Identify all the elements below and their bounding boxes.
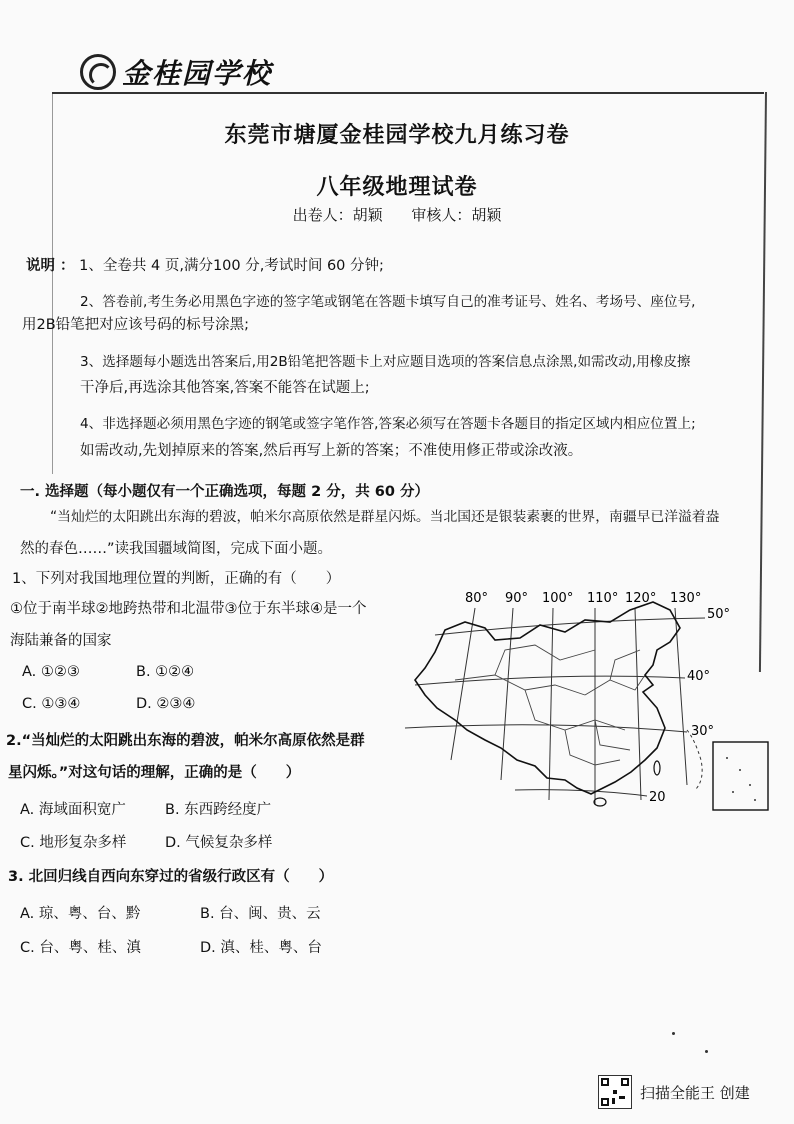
instruction-4-line1: 4、非选择题必须用黑色字迹的钢笔或签字笔作答,答案必须写在答题卡各题目的指定区域内相应位置上; (80, 416, 696, 432)
lon-label-120: 120° (625, 591, 657, 606)
question-3-stem: 3. 北回归线自西向东穿过的省级行政区有（ ） (8, 869, 334, 885)
instruction-3-line1: 3、选择题每小题选出答案后,用2B铅笔把答题卡上对应题目选项的答案信息点涂黑,如需改动,用橡皮擦 (80, 354, 691, 370)
section-heading: 一. 选择题（每小题仅有一个正确选项，每题 2 分，共 60 分） (20, 484, 430, 500)
instruction-4-line2: 如需改动,先划掉原来的答案,然后再写上新的答案；不准使用修正带或涂改液。 (80, 443, 583, 459)
logo-emblem-icon (80, 54, 116, 90)
question-2-option-d[interactable]: D. 气候复杂多样 (165, 835, 273, 851)
page-left-border (52, 94, 53, 474)
lat-label-50: 50° (707, 607, 731, 622)
page-top-border (52, 92, 764, 94)
lon-label-80: 80° (465, 591, 489, 606)
question-1-option-c[interactable]: C. ①③④ (22, 696, 81, 712)
scan-speck (672, 1032, 675, 1035)
instruction-2-line2: 用2B铅笔把对应该号码的标号涂黑; (22, 317, 250, 333)
question-3-option-a[interactable]: A. 琼、粤、台、黔 (20, 906, 141, 922)
instruction-1: 说明 ： 1、全卷共 4 页,满分100 分,考试时间 60 分钟; (26, 258, 384, 274)
watermark-text: 扫描全能王 创建 (640, 1083, 750, 1102)
author-line (0, 204, 794, 225)
question-3-option-b[interactable]: B. 台、闽、贵、云 (200, 906, 321, 922)
exam-title: 东莞市塘厦金桂园学校九月练习卷 (224, 123, 570, 148)
taiwan-island (654, 761, 660, 775)
lat-label-20: 20 (649, 790, 666, 805)
lat-label-40: 40° (687, 669, 711, 684)
setter: 出卷人：胡颖 (292, 206, 383, 224)
question-3-option-d[interactable]: D. 滇、桂、粤、台 (200, 940, 322, 956)
reviewer: 审核人：胡颖 (411, 206, 502, 224)
lon-label-110: 110° (587, 591, 619, 606)
qr-code-icon (598, 1075, 632, 1109)
instruction-3-line2: 干净后,再选涂其他答案,答案不能答在试题上; (80, 380, 370, 396)
section-intro-line1: “当灿烂的太阳跳出东海的碧波，帕米尔高原依然是群星闪烁。当北国还是银装素裹的世界，南疆早已洋溢着盎 (50, 509, 720, 525)
question-1-statements-cont: 海陆兼备的国家 (10, 633, 112, 649)
question-2-option-c[interactable]: C. 地形复杂多样 (20, 835, 127, 851)
question-1-statements: ①位于南半球②地跨热带和北温带③位于东半球④是一个 (10, 601, 367, 617)
china-territory-map (395, 580, 785, 820)
question-1-option-a[interactable]: A. ①②③ (22, 664, 80, 680)
lon-label-100: 100° (542, 591, 574, 606)
lon-label-90: 90° (505, 591, 529, 606)
instruction-2-line1: 2、答卷前,考生务必用黑色字迹的签字笔或钢笔在答题卡填写自己的准考证号、姓名、考场号、座位号, (80, 294, 696, 310)
question-2-stem: 2.“当灿烂的太阳跳出东海的碧波，帕米尔高原依然是群 (6, 733, 365, 749)
question-1-stem: 1、下列对我国地理位置的判断，正确的有（ ） (12, 571, 341, 587)
section-intro-line2: 然的春色……”读我国疆域简图，完成下面小题。 (20, 541, 333, 557)
south-sea-islands (726, 757, 756, 801)
lat-label-30: 30° (691, 724, 715, 739)
map-graticule (405, 608, 705, 805)
question-2-stem-cont: 星闪烁。”对这句话的理解，正确的是（ ） (8, 765, 301, 781)
question-2-option-b[interactable]: B. 东西跨经度广 (165, 802, 272, 818)
instructions-label: 说明 ： (26, 258, 75, 274)
lon-label-130: 130° (670, 591, 702, 606)
logo-text: 金桂园学校 (122, 57, 273, 90)
question-1-option-b[interactable]: B. ①②④ (136, 664, 195, 680)
exam-subtitle: 八年级地理试卷 (316, 175, 478, 200)
school-logo (80, 52, 272, 92)
question-1-option-d[interactable]: D. ②③④ (136, 696, 196, 712)
scanner-watermark (598, 1075, 750, 1109)
hainan-island (594, 798, 606, 806)
question-3-option-c[interactable]: C. 台、粤、桂、滇 (20, 940, 141, 956)
scan-speck (705, 1050, 708, 1053)
sea-boundary (687, 730, 702, 790)
question-2-option-a[interactable]: A. 海域面积宽广 (20, 802, 126, 818)
south-sea-inset (713, 742, 768, 810)
